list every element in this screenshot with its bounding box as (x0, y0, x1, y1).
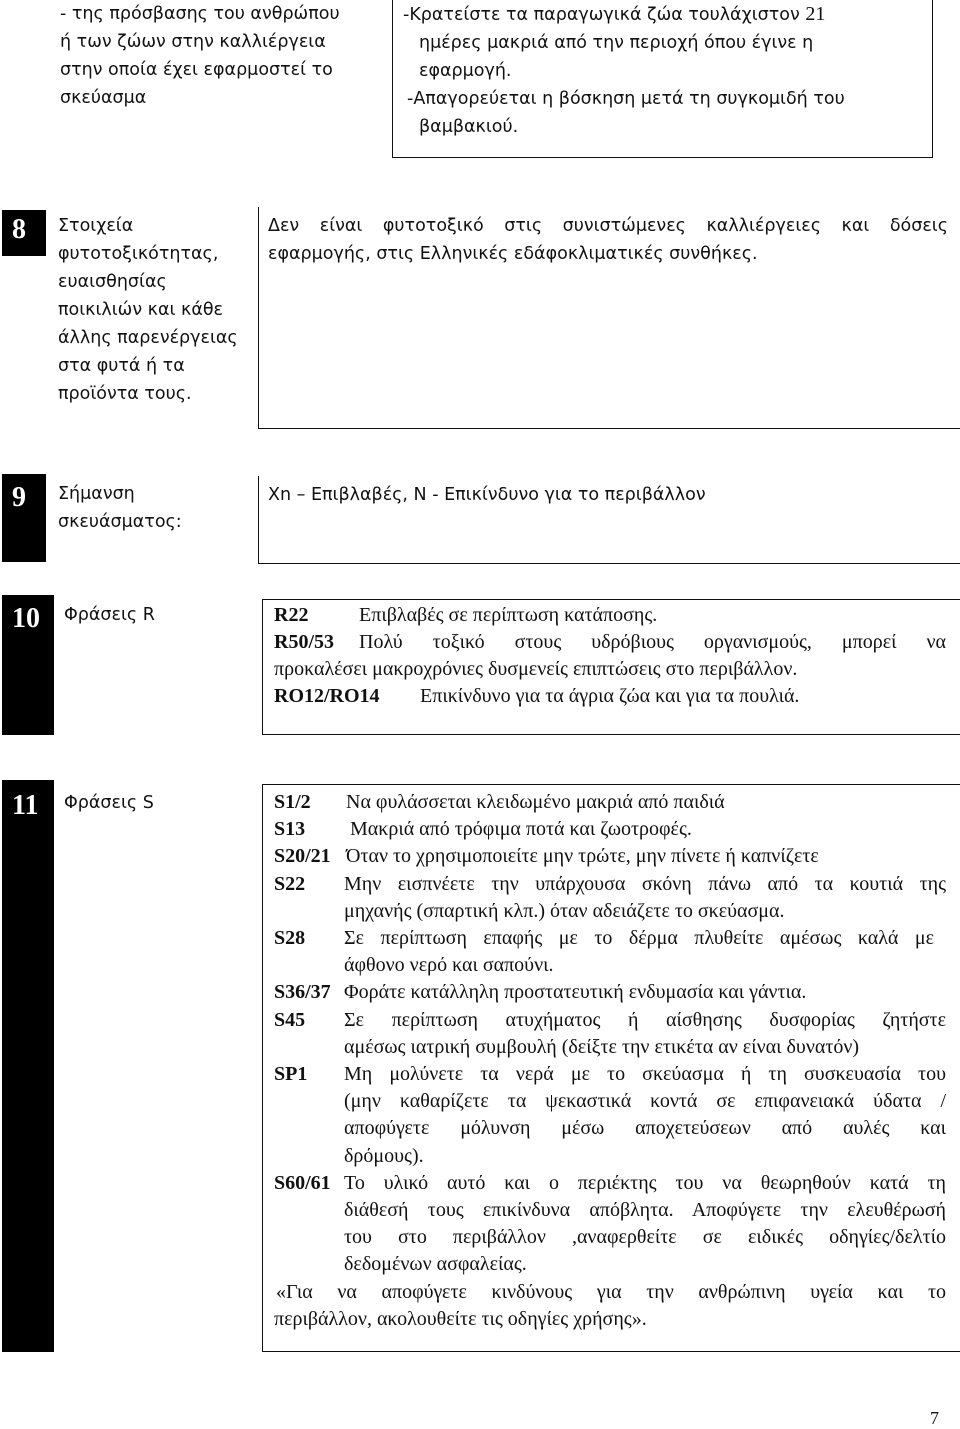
phrase-code: S13 (274, 818, 306, 841)
text-line: ή των ζώων στην καλλιέργεια (60, 32, 326, 52)
text-line: στην οποία έχει εφαρμοστεί το (60, 60, 333, 80)
s-phrase (274, 871, 946, 925)
phrase-code: S22 (274, 872, 306, 895)
phrase-text: Σε περίπτωση επαφής με το δέρμα πλυθείτε αμέσως καλά με (344, 927, 934, 950)
section-9-text (268, 481, 948, 509)
s-phrase (274, 789, 946, 816)
s-phrase (274, 843, 946, 870)
s-phrase (274, 1061, 946, 1170)
closing-text: περιβάλλον, ακολουθείτε τις οδηγίες χρήσης». (274, 1307, 647, 1330)
phrase-text: Όταν το χρησιμοποιείτε μην τρώτε, μην πίνετε ή καπνίζετε (346, 845, 819, 868)
labeling-text: Xn – Επιβλαβές, N - Επικίνδυνο για το περιβάλλον (268, 485, 706, 505)
phrase-code: S1/2 (274, 791, 311, 813)
text-line: -Κρατείστε τα παραγωγικά ζώα τουλάχιστον 21 (403, 3, 826, 25)
section-number-10: 10 (2, 595, 54, 735)
phrase-text: Μακριά από τρόφιμα ποτά και ζωοτροφές. (350, 818, 692, 841)
text-line: Φράσεις S (64, 793, 154, 813)
phrase-code: S45 (274, 1008, 306, 1031)
section-10-label (64, 601, 254, 629)
text-line: Δεν είναι φυτοτοξικό στις συνιστώμενες καλλιέργειες και δόσεις (268, 216, 948, 236)
text-line: σκεύασμα (60, 88, 147, 108)
top-left-text (60, 0, 380, 112)
phrase-text: μηχανής (σπαρτική κλπ.) όταν αδειάζετε το σκεύασμα. (344, 899, 785, 922)
phrase-text: δρόμους). (344, 1144, 424, 1167)
s-phrase (274, 979, 946, 1006)
phrase-code: S28 (274, 927, 306, 950)
text-line: Σήμανση (58, 484, 135, 504)
text-line: εφαρμογή. (419, 61, 512, 81)
phrase-code: R22 (274, 604, 309, 626)
r-phrase (274, 629, 946, 656)
phrase-text: διάθεσή τους επικίνδυνα απόβλητα. Αποφύγετε την ελευθέρωσή (344, 1199, 946, 1222)
section-9-label (58, 480, 258, 536)
phrase-text: του στο περιβάλλον ,αναφερθείτε σε ειδικές οδηγίες/δελτίο (344, 1226, 946, 1249)
text-line: βαμβακιού. (419, 117, 519, 137)
text-line: ποικιλιών και κάθε (58, 300, 224, 320)
text-line: ευαισθησίας (58, 272, 167, 292)
phrase-text: Μην εισπνέετε την υπάρχουσα σκόνη πάνω από τα κουτιά της (344, 872, 946, 895)
phrase-text: δεδομένων ασφαλείας. (344, 1253, 527, 1276)
phrase-text: αμέσως ιατρική συμβουλή (δείξτε την ετικέτα αν είναι δυνατόν) (344, 1035, 860, 1058)
phrase-text: αποφύγετε μόλυνση μέσω αποχετεύσεων από αυλές και (344, 1117, 946, 1140)
phrase-text: Μη μολύνετε τα νερά με το σκεύασμα ή τη συσκευασία του (344, 1063, 946, 1086)
phrase-code: SP1 (274, 1063, 308, 1086)
phrase-text: Σε περίπτωση ατυχήματος ή αίσθησης δυσφορίας ζητήστε (344, 1008, 946, 1031)
text-line: Στοιχεία (58, 216, 134, 236)
s-phrase (274, 925, 946, 979)
s-phrase (274, 1170, 946, 1279)
phrase-text: (μην καθαρίζετε τα ψεκαστικά κοντά σε επιφανειακά ύδατα / (344, 1090, 946, 1113)
section-number-11: 11 (2, 780, 54, 1352)
withdrawal-text (403, 0, 923, 141)
text-line: φυτοτοξικότητας, (58, 244, 219, 264)
text-line: άλλης παρενέργειας (58, 328, 238, 348)
phrase-text: άφθονο νερό και σαπούνι. (344, 954, 554, 977)
phrase-text: Φοράτε κατάλληλη προστατευτική ενδυμασία και γάντια. (344, 981, 807, 1004)
closing-note (274, 1279, 946, 1333)
r-phrase-cont (274, 656, 946, 683)
phrase-code: S60/61 (274, 1171, 331, 1194)
section-number-8: 8 (2, 210, 46, 256)
text-line: -Απαγορεύεται η βόσκηση μετά τη συγκομιδή του (407, 89, 845, 109)
phrase-code: R50/53 (274, 631, 334, 653)
section-number-9: 9 (2, 474, 46, 562)
phrase-text: Επικίνδυνο για τα άγρια ζώα και για τα πουλιά. (420, 685, 800, 707)
text-line: στα φυτά ή τα (58, 356, 185, 376)
section-8-text (268, 212, 948, 268)
text-line: - της πρόσβασης του ανθρώπου (60, 4, 340, 24)
phrase-text: Επιβλαβές σε περίπτωση κατάποσης. (359, 604, 658, 626)
text-line: προϊόντα τους. (58, 384, 192, 404)
phrase-code: S36/37 (274, 981, 331, 1004)
text-line: Φράσεις R (64, 605, 155, 625)
section-11-phrases (274, 789, 946, 1333)
phrase-text: Να φυλάσσεται κλειδωμένο μακριά από παιδιά (346, 791, 725, 813)
page-number: 7 (930, 1408, 939, 1428)
section-10-phrases (274, 602, 946, 710)
text-line: εφαρμογής, στις Ελληνικές εδάφοκλιματικές συνθήκες. (268, 244, 758, 264)
text-line: ημέρες μακριά από την περιοχή όπου έγινε η (419, 33, 814, 53)
text-line: σκευάσματος: (58, 512, 182, 532)
phrase-text: Πολύ τοξικό στους υδρόβιους οργανισμούς, μπορεί να (359, 631, 946, 653)
s-phrase (274, 1007, 946, 1061)
phrase-code: S20/21 (274, 845, 331, 868)
phrase-text: προκαλέσει μακροχρόνιες δυσμενείς επιπτώσεις στο περιβάλλον. (274, 658, 798, 680)
section-11-label (64, 789, 254, 817)
section-8-label (58, 212, 258, 408)
r-phrase (274, 602, 946, 629)
phrase-text: Το υλικό αυτό και ο περιέκτης του να θεωρηθούν κατά τη (344, 1171, 946, 1194)
closing-text: «Για να αποφύγετε κινδύνους για την ανθρώπινη υγεία και το (276, 1280, 946, 1303)
s-phrase (274, 816, 946, 843)
phrase-code: RO12/RO14 (274, 685, 380, 707)
r-phrase (274, 683, 946, 710)
